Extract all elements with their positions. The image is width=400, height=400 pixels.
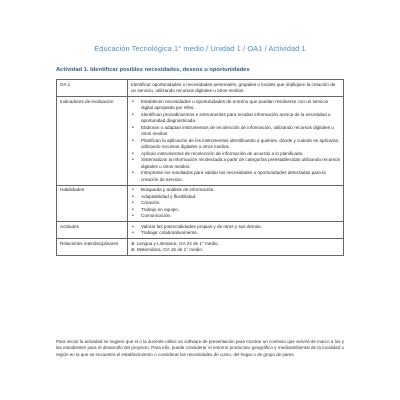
table-row [57, 185, 344, 222]
list-item: • Planifican la aplicación de los instrumentos identificando a quiénes, dónde y cuándo se aplicarán, utilizando recursos digitales u otros medios. [139, 138, 340, 151]
list-item: • Aplican instrumentos de recolección de información de acuerdo a lo planificado. [139, 151, 340, 158]
list-item: • Elaboran o adaptan instrumentos de recolección de información, utilizando recursos digitales u otros medios. [139, 125, 340, 138]
list-item: • Creación. [139, 200, 340, 207]
list-item: • Adaptabilidad y flexibilidad. [139, 194, 340, 201]
relations-cell [128, 239, 344, 256]
skills-list-cell [128, 185, 344, 222]
skills-list [131, 187, 340, 220]
skills-label-cell: Habilidades [57, 185, 128, 222]
list-item: • Interpretan los resultados para validar las necesidades u oportunidades detectadas para la creación de servicio. [139, 170, 340, 183]
attitudes-label-cell: Actitudes [57, 222, 128, 239]
indicators-label-cell: Indicadores de evaluación [57, 97, 128, 186]
list-item: • Trabajar colaborativamente. [139, 230, 340, 237]
relations-label-cell: Relaciones interdisciplinares [57, 239, 128, 256]
table-row [57, 239, 344, 256]
attitudes-list [131, 224, 340, 237]
relation-mark-icon: ⊕ [131, 240, 135, 246]
list-item: • Búsqueda y análisis de información. [139, 187, 340, 194]
indicators-list [131, 99, 340, 184]
attitudes-list-cell [128, 222, 344, 239]
relation-text: Matemática, OA 15 de 1° medio. [136, 247, 204, 252]
list-item: • Establecen necesidades u oportunidades de entorno que puedan resolverse con un servicio digital apropiado por ellos. [139, 99, 340, 112]
list-item: • Valorar las potencialidades propias y de otros y sus demás. [139, 224, 340, 231]
document-title: Educación Tecnológica 1° medio / Unidad 1 / OA1 / Actividad 1 [94, 44, 306, 53]
table-row [57, 222, 344, 239]
oa-label-cell: OA 1 [57, 80, 128, 97]
indicators-list-cell [128, 97, 344, 186]
list-item: • Sistematizan la información recolectada a partir de categorías preestablecidas utilizando recursos digitales u otros medios. [139, 157, 340, 170]
oa-text-cell: Identificar oportunidades o necesidades personales, grupales o locales que impliquen la creación de un servicio, utilizando recursos digitales u otros medios. [128, 80, 344, 97]
table-row [57, 80, 344, 97]
list-item: • Trabajo en equipo. [139, 207, 340, 214]
relation-mark-icon: ⊕ [131, 247, 135, 252]
activity-title: Actividad 1. Identificar posibles necesidades, deseos u oportunidades [56, 67, 250, 73]
relation-text: Lengua y Literatura, OA 24 de 1° medio. [136, 240, 219, 246]
list-item: • Comunicación. [139, 213, 340, 220]
learning-objectives-table [56, 79, 344, 256]
list-item: • Identifican procedimientos e instrumentos para recabar información acerca de la necesidad u oportunidad diagnosticada. [139, 112, 340, 125]
table-row [57, 97, 344, 186]
instructions-paragraph: Para iniciar la actividad se sugiere que el o la docente utilice un software de presentación para mostrar un contexto que servirá de marco a los y las estudiantes para el desarrollo del proyecto. Para ello, puede considerar el entorno productivo geográfico y medioambiental de la localidad o región en la que se encuentra el establecimiento o considerar las necesidades de curso, del hogar o de grupo de pares. [56, 339, 344, 357]
relation-item [131, 247, 340, 254]
